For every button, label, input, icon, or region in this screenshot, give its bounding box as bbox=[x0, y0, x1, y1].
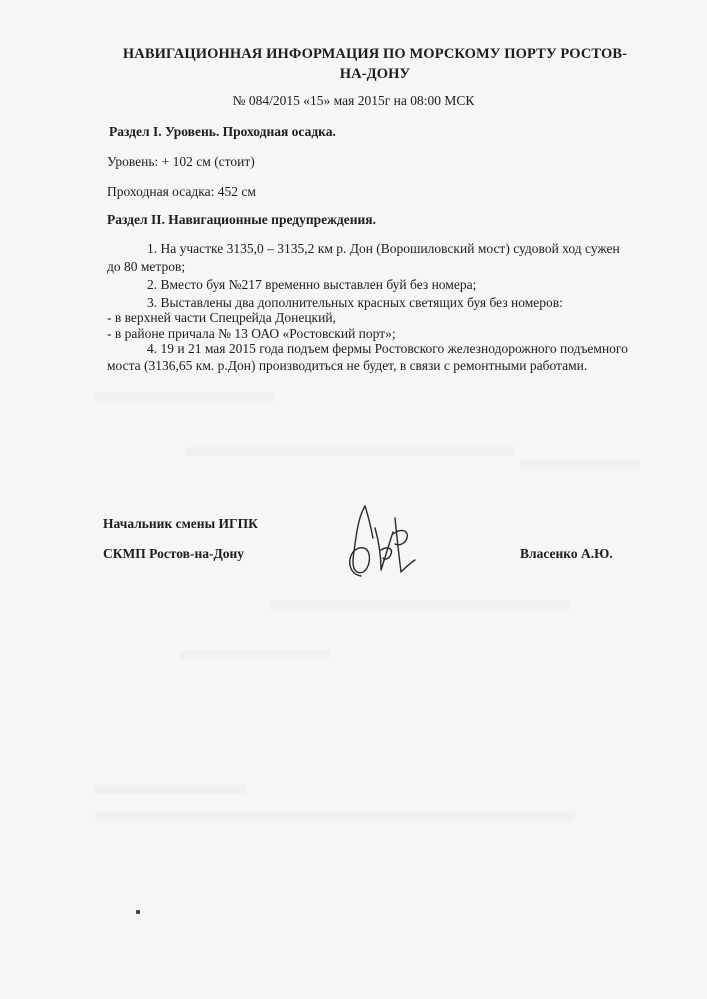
section-1-heading: Раздел I. Уровень. Проходная осадка. bbox=[109, 124, 336, 139]
warning-item-1-cont: до 80 метров; bbox=[107, 259, 186, 274]
scan-mark bbox=[136, 910, 140, 914]
bleed-through-line bbox=[95, 392, 275, 401]
water-level: Уровень: + 102 см (стоит) bbox=[107, 154, 255, 169]
document-title: НАВИГАЦИОННАЯ ИНФОРМАЦИЯ ПО МОРСКОМУ ПОРТУ РОСТОВ-НА-ДОНУ bbox=[122, 46, 628, 82]
bleed-through-line bbox=[95, 812, 575, 821]
bleed-through-line bbox=[95, 785, 245, 794]
signer-position-line-2: СКМП Ростов-на-Дону bbox=[103, 546, 245, 561]
warning-item-2: 2. Вместо буя №217 временно выставлен буй без номера; bbox=[147, 277, 477, 292]
passage-draft: Проходная осадка: 452 см bbox=[107, 184, 256, 199]
warning-item-3-sub-2: - в районе причала № 13 ОАО «Ростовский порт»; bbox=[107, 326, 396, 341]
warning-item-3-sub-1: - в верхней части Спецрейда Донецкий, bbox=[107, 310, 336, 325]
bleed-through-line bbox=[185, 447, 515, 456]
document-number-date: № 084/2015 «15» мая 2015г на 08:00 МСК bbox=[232, 93, 475, 108]
warning-item-4: 4. 19 и 21 мая 2015 года подъем фермы Ростовского железнодорожного подъемного bbox=[147, 341, 628, 356]
bleed-through-line bbox=[180, 650, 330, 659]
warning-item-3: 3. Выставлены два дополнительных красных светящих буя без номеров: bbox=[147, 295, 563, 310]
section-2-heading: Раздел II. Навигационные предупреждения. bbox=[107, 212, 376, 227]
bleed-through-line bbox=[270, 600, 570, 609]
warning-item-1: 1. На участке 3135,0 – 3135,2 км р. Дон (Ворошиловский мост) судовой ход сужен bbox=[147, 241, 620, 256]
signer-name: Власенко А.Ю. bbox=[520, 546, 613, 561]
bleed-through-line bbox=[520, 460, 640, 469]
signer-position-line-1: Начальник смены ИГПК bbox=[103, 516, 258, 531]
warning-item-4-cont: моста (3136,65 км. р.Дон) производиться не будет, в связи с ремонтными работами. bbox=[107, 358, 588, 373]
handwritten-signature-icon bbox=[335, 498, 430, 583]
